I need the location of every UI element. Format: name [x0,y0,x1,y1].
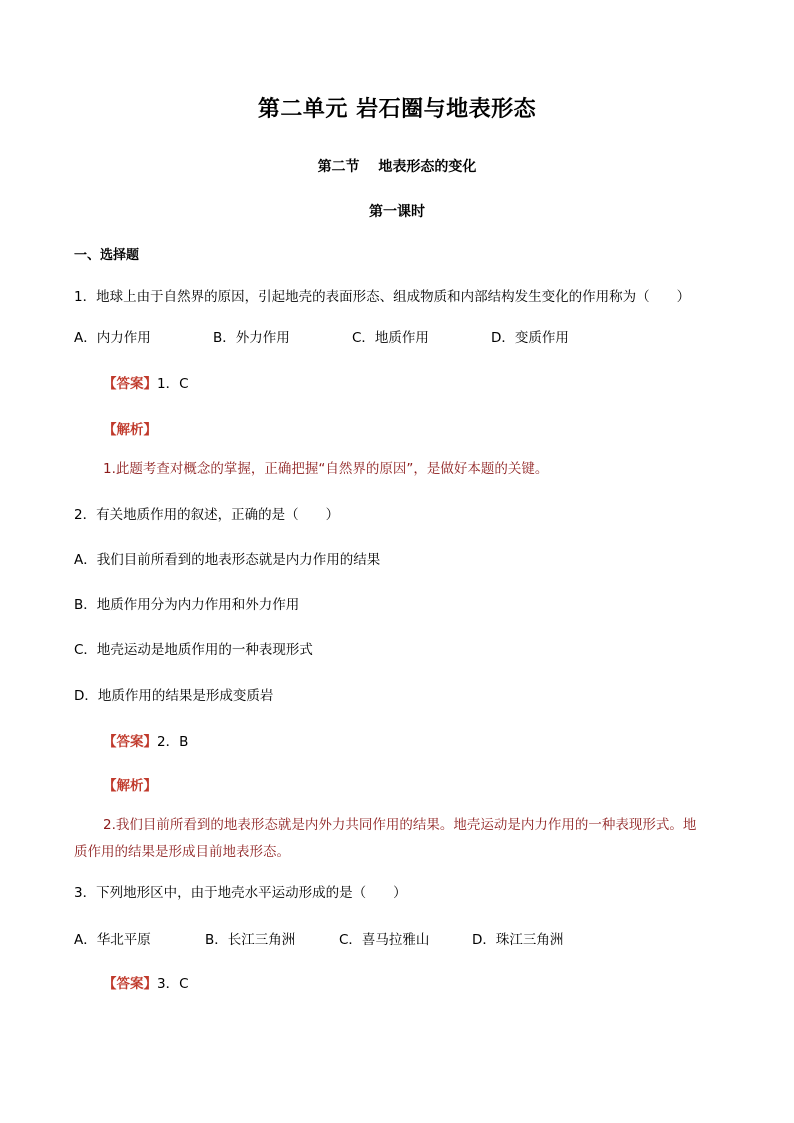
q3-option-a: A．华北平原 [74,932,151,948]
question-2-analysis-line2: 质作用的结果是形成目前地表形态。 [74,844,290,860]
answer-value: 1．C [157,376,189,392]
question-3-stem: 3．下列地形区中，由于地壳水平运动形成的是（ ） [74,885,407,901]
question-2-stem: 2．有关地质作用的叙述，正确的是（ ） [74,507,340,523]
q2-option-b: B．地质作用分为内力作用和外力作用 [74,597,300,613]
question-1-analysis: 1.此题考查对概念的掌握，正确把握“自然界的原因”，是做好本题的关键。 [103,461,549,477]
q1-option-c: C．地质作用 [352,330,429,346]
answer-tag: 【答案】 [103,376,157,392]
section-subtitle: 第二节 地表形态的变化 [317,159,477,175]
question-3-answer [103,972,189,992]
q3-option-b: B．长江三角洲 [205,932,296,948]
question-2-analysis-tag: 【解析】 [103,778,157,794]
answer-value: 3．C [157,976,189,992]
q1-option-d: D．变质作用 [491,330,569,346]
question-1-answer [103,372,189,392]
q1-option-b: B．外力作用 [213,330,290,346]
q2-option-c: C．地壳运动是地质作用的一种表现形式 [74,642,313,658]
answer-tag: 【答案】 [103,976,157,992]
q3-option-c: C．喜马拉雅山 [339,932,430,948]
question-1-stem: 1．地球上由于自然界的原因，引起地壳的表面形态、组成物质和内部结构发生变化的作用称为（ ） [74,289,691,305]
q2-option-d: D．地质作用的结果是形成变质岩 [74,688,274,704]
answer-value: 2．B [157,734,189,750]
question-2-answer [103,730,188,750]
q2-option-a: A．我们目前所看到的地表形态就是内力作用的结果 [74,552,381,568]
question-2-analysis-line1: 2.我们目前所看到的地表形态就是内外力共同作用的结果。地壳运动是内力作用的一种表现形式。地 [103,817,697,833]
section-heading: 一、选择题 [74,248,140,263]
document-title: 第二单元 岩石圈与地表形态 [257,96,537,122]
q3-option-d: D．珠江三角洲 [472,932,564,948]
question-1-analysis-tag: 【解析】 [103,422,157,438]
q1-option-a: A．内力作用 [74,330,151,346]
lesson-label: 第一课时 [369,204,425,220]
answer-tag: 【答案】 [103,734,157,750]
